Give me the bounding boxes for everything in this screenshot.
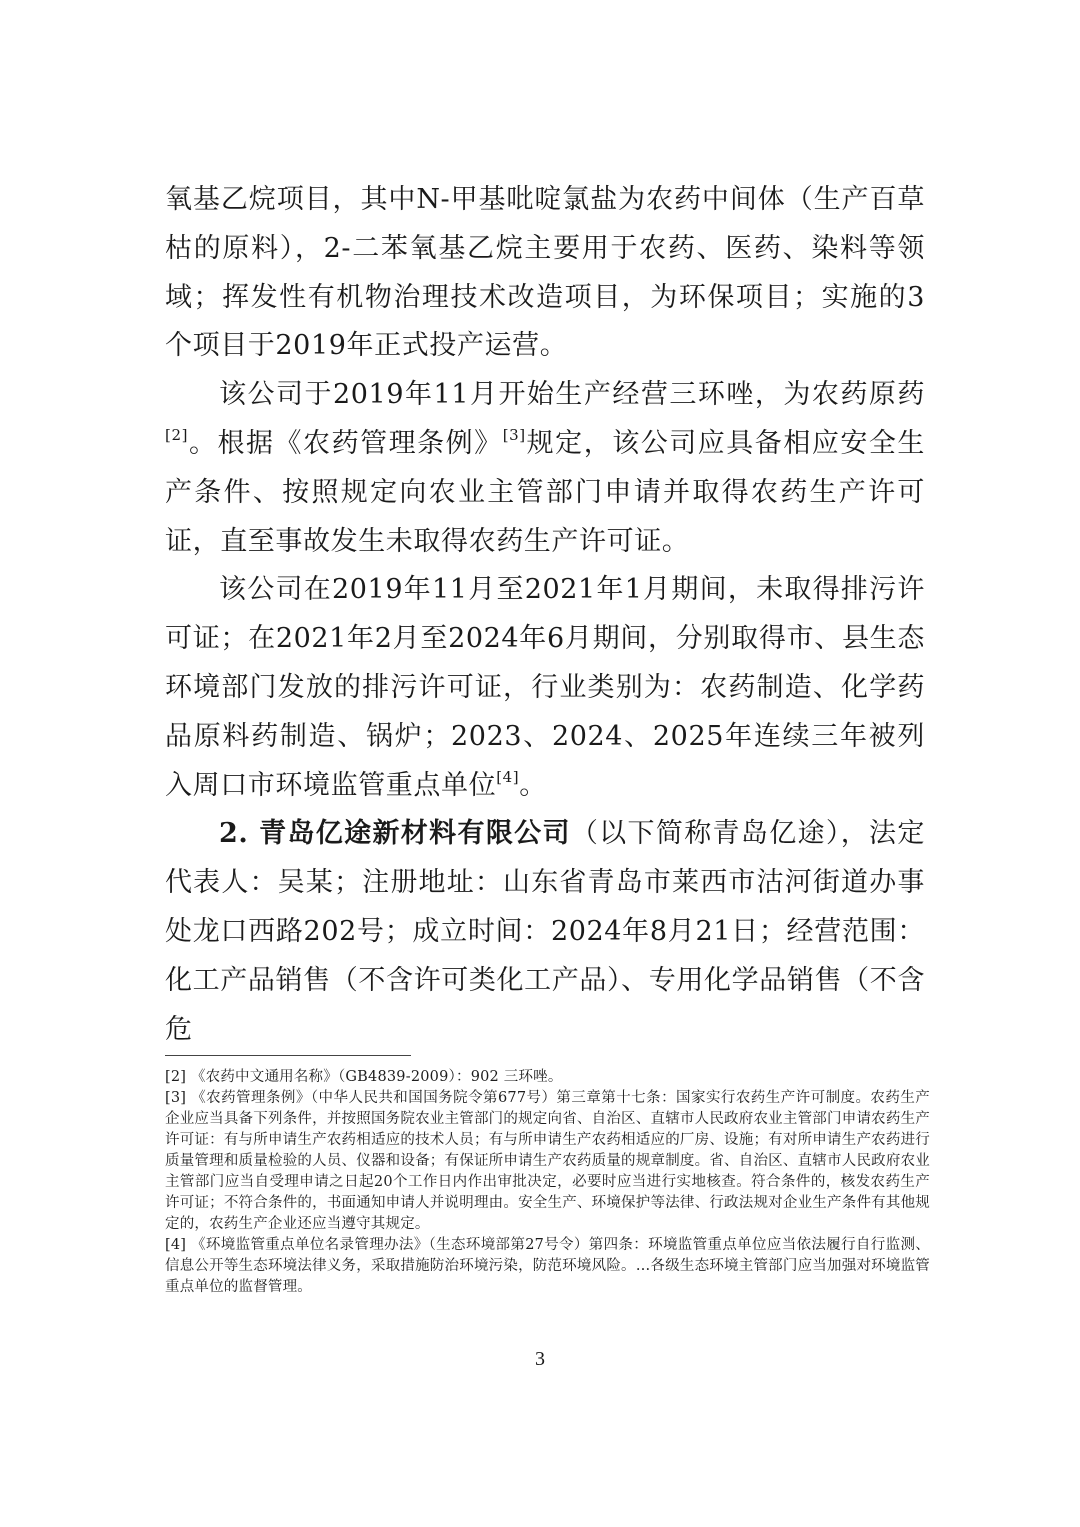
- footnote-ref-3: [3]: [502, 425, 526, 444]
- paragraph-2-text-c: 规定，该公司应具备相应安全生产条件、按照规定向农业主管部门申请并取得农药生产许可证，直至事故发生未取得农药生产许可证。: [165, 427, 925, 557]
- paragraph-3: [165, 566, 925, 810]
- paragraph-3-text-b: 。: [519, 769, 547, 801]
- footnote-2: [2] 《农药中文通用名称》（GB4839-2009）：902 三环唑。: [165, 1069, 563, 1085]
- body-text: [165, 176, 925, 1054]
- paragraph-2-text-a: 该公司于2019年11月开始生产经营三环唑，为农药原药: [219, 379, 925, 411]
- paragraph-2: [165, 371, 925, 566]
- page-number: 3: [535, 1348, 545, 1370]
- paragraph-4: [165, 810, 925, 1054]
- footnote-divider: [165, 1055, 411, 1056]
- footnote-3: [3] 《农药管理条例》（中华人民共和国国务院令第677号）第三章第十七条：国家实行农药生产许可制度。农药生产企业应当具备下列条件，并按照国务院农业主管部门的规定向省、自治区、直辖市人民政府农业主管部门申请农药生产许可证：有与所申请生产农药相适应的技术人员；有与所申请生产农药相适应的厂房、设施；有对所申请生产农药进行质量管理和质量检验的人员、仪器和设备；有保证所申请生产农药质量的规章制度。省、自治区、直辖市人民政府农业主管部门应当自受理申请之日起20个工作日内作出审批决定，必要时应当进行实地核查。符合条件的，核发农药生产许可证；不符合条件的，书面通知申请人并说明理由。安全生产、环境保护等法律、行政法规对企业生产条件有其他规定的，农药生产企业还应当遵守其规定。: [165, 1090, 930, 1232]
- company-heading: 2. 青岛亿途新材料有限公司: [219, 818, 571, 850]
- paragraph-4-text: （以下简称青岛亿途），法定代表人：吴某；注册地址：山东省青岛市莱西市沽河街道办事处龙口西路202号；成立时间：2024年8月21日；经营范围：化工产品销售（不含许可类化工产品）、专用化学品销售（不含危: [165, 818, 925, 1045]
- paragraph-2-text-b: 。根据《农药管理条例》: [188, 427, 503, 459]
- footnote-4: [4] 《环境监管重点单位名录管理办法》（生态环境部第27号令）第四条：环境监管重点单位应当依法履行自行监测、信息公开等生态环境法律义务，采取措施防治环境污染，防范环境风险。…各级生态环境主管部门应当加强对环境监管重点单位的监督管理。: [165, 1237, 930, 1295]
- footnote-ref-2: [2]: [165, 425, 189, 444]
- paragraph-1: 氧基乙烷项目，其中N-甲基吡啶氯盐为农药中间体（生产百草枯的原料），2-二苯氧基乙烷主要用于农药、医药、染料等领域；挥发性有机物治理技术改造项目，为环保项目；实施的3个项目于2019年正式投产运营。: [165, 184, 925, 362]
- footnotes: [165, 1067, 930, 1298]
- paragraph-3-text-a: 该公司在2019年11月至2021年1月期间，未取得排污许可证；在2021年2月至2024年6月期间，分别取得市、县生态环境部门发放的排污许可证，行业类别为：农药制造、化学药品原料药制造、锅炉；2023、2024、2025年连续三年被列入周口市环境监管重点单位: [165, 574, 925, 801]
- footnote-ref-4: [4]: [496, 767, 520, 786]
